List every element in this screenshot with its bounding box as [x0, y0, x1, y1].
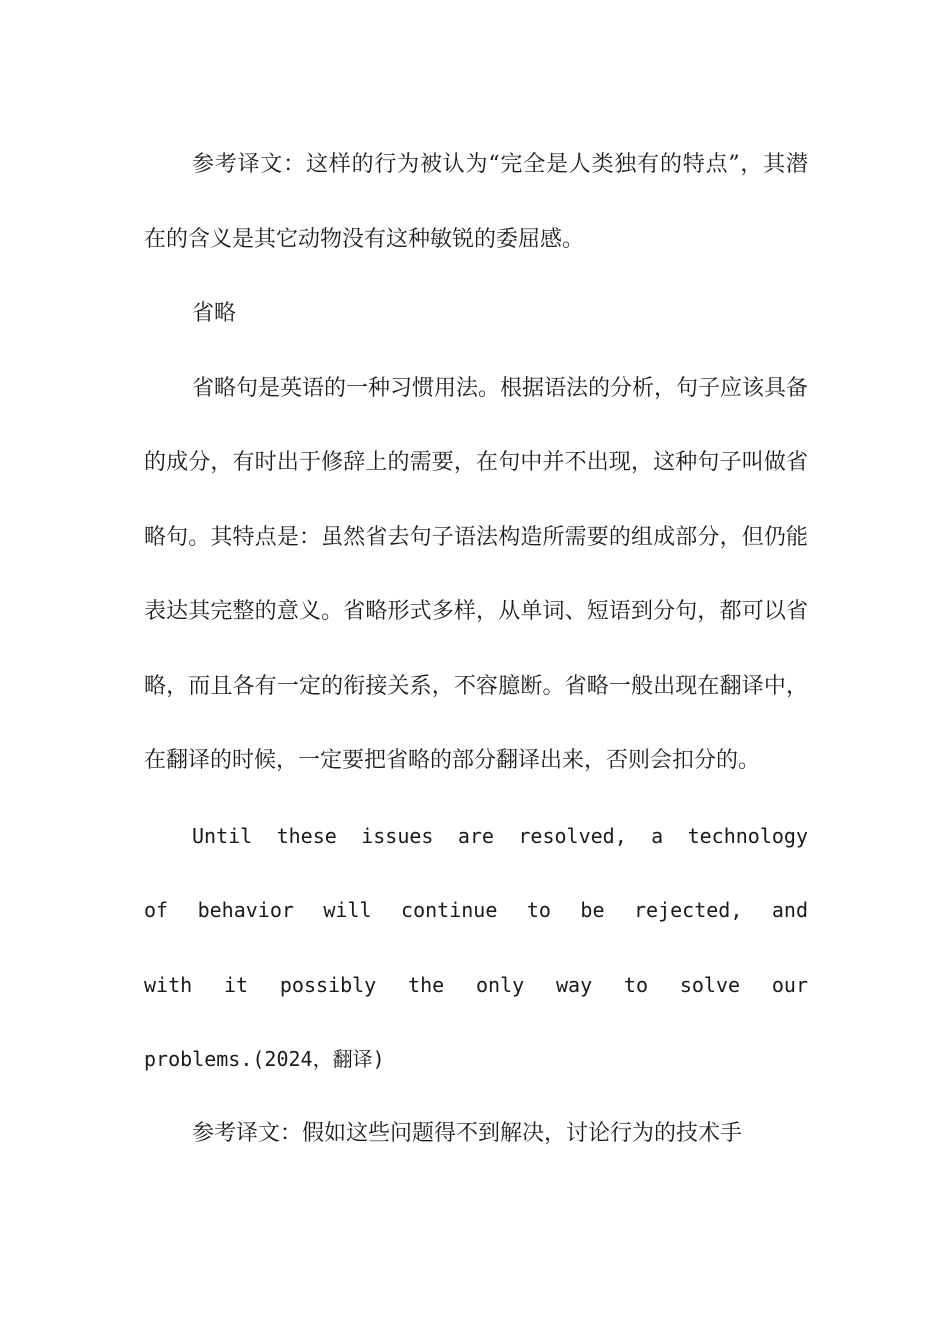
document-body [144, 128, 808, 1171]
reference-translation-paragraph: 参考译文：这样的行为被认为“完全是人类独有的特点”，其潜在的含义是其它动物没有这种敏锐的委屈感。 [144, 152, 808, 252]
english-example-paragraph: Until these issues are resolved, a technology of behavior will continue to be rejected, and with it possibly the only way to solve our problems.(2024，翻译) [144, 823, 808, 1071]
section-heading: 省略 [192, 301, 237, 326]
reference-translation-paragraph-2: 参考译文：假如这些问题得不到解决，讨论行为的技术手 [192, 1120, 743, 1146]
ellipsis-explanation-paragraph: 省略句是英语的一种习惯用法。根据语法的分析，句子应该具备的成分，有时出于修辞上的需要，在句中并不出现，这种句子叫做省略句。其特点是：虽然省去句子语法构造所需要的组成部分，但仍能表达其完整的意义。省略形式多样，从单词、短语到分句，都可以省略，而且各有一定的衔接关系，不容臆断。省略一般出现在翻译中，在翻译的时候，一定要把省略的部分翻译出来，否则会扣分的。 [144, 375, 809, 773]
